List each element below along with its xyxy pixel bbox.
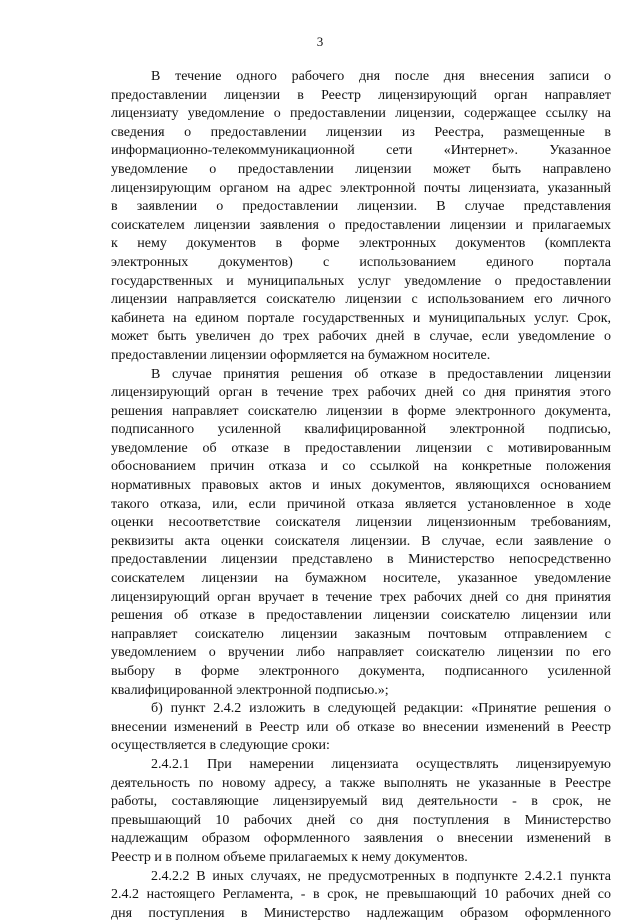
text-line: подписанного усиленной квалифицированной электронной подписью,: [111, 422, 611, 438]
text-line: решения направляет соискателю лицензии в форме электронного документа,: [111, 403, 611, 419]
text-line: уведомление о предоставлении лицензии может быть направлено: [111, 161, 611, 177]
text-line: лицензирующий орган вручает в течение трех рабочих дней со дня принятия: [111, 589, 611, 605]
page-number: 3: [316, 34, 324, 49]
text-line: 2.4.2.1 При намерении лицензиата осуществлять лицензируемую: [151, 756, 611, 772]
text-line: обоснованием причин отказа и со ссылкой на конкретные положения: [111, 459, 611, 475]
text-line: уведомление об отказе в предоставлении лицензии с мотивированным: [111, 440, 611, 456]
text-line: 2.4.2 настоящего Регламента, - в срок, не превышающий 10 рабочих дней со: [111, 887, 611, 903]
text-line: реквизиты акта оценки соискателя лицензии. В случае, если заявление о: [111, 533, 611, 549]
text-line: в заявлении о предоставлении лицензии. В случае представления: [111, 199, 611, 215]
text-line: дня поступления в Министерство надлежащим образом оформленного: [111, 905, 611, 921]
text-line: 2.4.2.2 В иных случаях, не предусмотренных в подпункте 2.4.2.1 пункта: [151, 868, 611, 884]
text-line: превышающий 10 рабочих дней со дня поступления в Министерство: [111, 812, 611, 828]
text-line: деятельность по новому адресу, а также выполнять не указанные в Реестре: [111, 775, 611, 791]
text-line: уведомлением о вручении либо направляет соискателю лицензии по его: [111, 645, 611, 661]
text-line: решения об отказе в предоставлении лицензии соискателю лицензии или: [111, 608, 611, 624]
text-line: оценки несоответствие соискателя лицензии лицензионным требованиям,: [111, 515, 611, 531]
text-line: работы, составляющие лицензируемый вид деятельности - в срок, не: [111, 794, 611, 810]
text-line: внесении изменений в Реестр или об отказе во внесении изменений в Реестр: [111, 719, 611, 735]
text-line: квалифицированной электронной подписью.»;: [111, 682, 389, 698]
text-line: б) пункт 2.4.2 изложить в следующей редакции: «Принятие решения о: [151, 701, 611, 717]
document-body: [111, 68, 611, 923]
text-line: Реестр и в полном объеме прилагаемых к нему документов.: [111, 849, 468, 865]
text-line: лицензиату уведомление о предоставлении лицензии, содержащее ссылку на: [111, 106, 611, 122]
text-line: предоставлении лицензии представлено в Министерство непосредственно: [111, 552, 611, 568]
text-line: соискателем лицензии заявления о предоставлении лицензии и прилагаемых: [111, 217, 611, 233]
text-line: В течение одного рабочего дня после дня внесения записи о: [151, 69, 611, 84]
text-line: нормативных правовых актов и иных документов, являющихся основанием: [111, 478, 611, 494]
text-line: может быть увеличен до трех рабочих дней в случае, если уведомление о: [111, 329, 611, 345]
text-line: осуществляется в следующие сроки:: [111, 738, 330, 754]
text-line: такого отказа, или, если причиной отказа является установленное в ходе: [111, 496, 611, 512]
text-line: предоставлении лицензии в Реестр лицензирующий орган направляет: [111, 87, 611, 103]
text-line: предоставлении лицензии оформляется на бумажном носителе.: [111, 347, 491, 363]
text-line: государственных и муниципальных услуг уведомление о предоставлении: [111, 273, 611, 289]
text-line: лицензирующим органом на адрес электронной почты лицензиата, указанный: [111, 180, 611, 196]
text-line: лицензии направляется соискателю лицензии с использованием его личного: [111, 292, 611, 308]
text-line: сведения о предоставлении лицензии из Реестра, размещенные в: [111, 124, 611, 140]
text-line: информационно-телекоммуникационной сети «Интернет». Указанное: [111, 143, 611, 159]
text-line: кабинета на едином портале государственных и муниципальных услуг. Срок,: [111, 310, 611, 326]
text-line: выбору в форме электронного документа, подписанного усиленной: [111, 664, 611, 679]
text-line: к нему документов в форме электронных документов (комплекта: [111, 236, 611, 252]
text-line: лицензирующий орган в течение трех рабочих дней со дня принятия этого: [111, 385, 611, 401]
text-line: направляет соискателю лицензии заказным почтовым отправлением с: [111, 626, 611, 642]
text-line: электронных документов) с использованием единого портала: [111, 254, 611, 270]
text-line: надлежащим образом оформленного заявления о внесении изменений в: [111, 831, 611, 847]
text-line: соискателем лицензии на бумажном носителе, указанное уведомление: [111, 571, 611, 587]
text-line: В случае принятия решения об отказе в предоставлении лицензии: [151, 366, 611, 382]
